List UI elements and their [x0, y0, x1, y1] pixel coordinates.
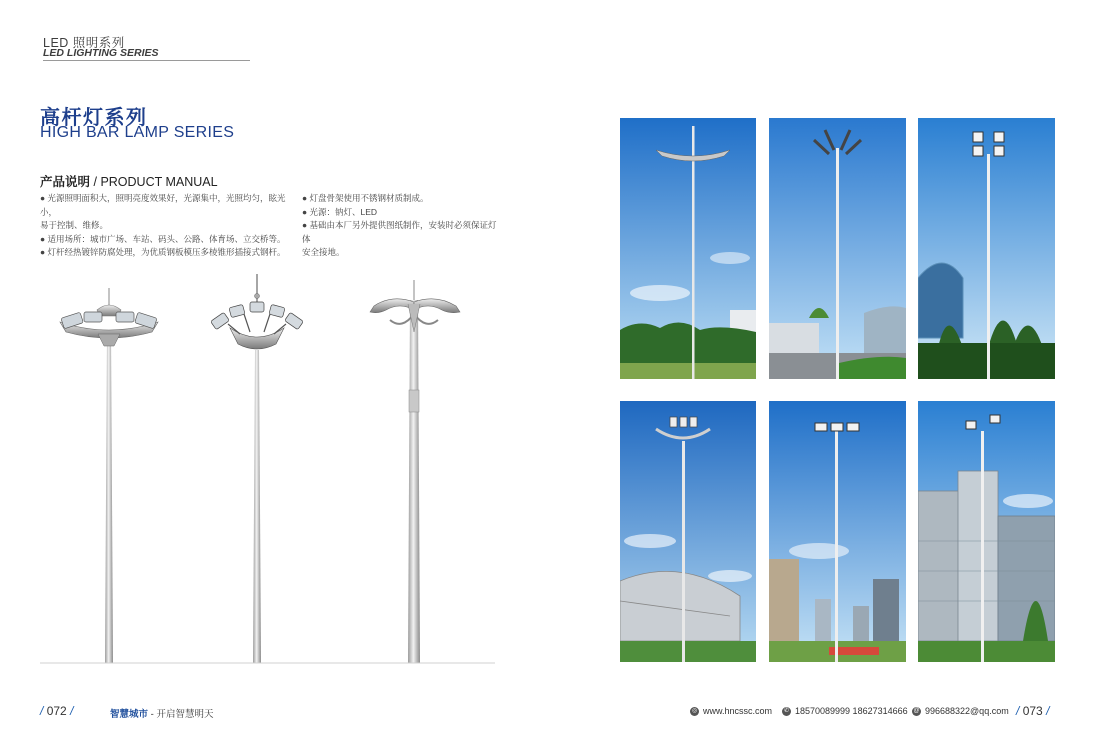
email-icon: @ — [913, 707, 920, 714]
manual-column-1 — [40, 192, 290, 260]
header-divider — [43, 60, 250, 61]
lamp-illustrations — [40, 270, 500, 670]
website-text: www.hncssc.com — [703, 706, 773, 716]
installation-photo-2 — [769, 118, 906, 379]
manual-line: 安全接地。 — [302, 247, 345, 257]
manual-line: ● 光源照明面积大，照明亮度效果好，光源集中，光照均匀，眩光小， — [40, 193, 286, 217]
phone-text: 18570089999 18627314666 — [795, 706, 908, 716]
manual-line: 易于控制、维修。 — [40, 220, 109, 230]
manual-heading — [40, 172, 218, 190]
installation-photo-3 — [918, 118, 1055, 379]
manual-line: ● 光源：钠灯、LED — [302, 206, 378, 217]
section-header-en: LED LIGHTING SERIES — [43, 47, 159, 59]
globe-icon: ◎ — [691, 707, 698, 714]
phone-icon: ✆ — [783, 707, 790, 714]
section-header-cn: LED 照明系列 — [43, 36, 125, 50]
manual-heading-cn: 产品说明 — [40, 175, 91, 189]
lamp-model-1 — [60, 288, 158, 663]
brand-name: 智慧城市 — [110, 709, 149, 720]
brand-slogan: - 开启智慧明天 — [148, 709, 214, 720]
manual-heading-en: PRODUCT MANUAL — [100, 175, 218, 189]
installation-photo-6 — [918, 401, 1055, 662]
manual-line: ● 灯杆经热镀锌防腐处理，为优质钢板模压多棱锥形插接式钢杆。 — [40, 247, 286, 257]
page-number-right-value: 073 — [1022, 704, 1043, 718]
manual-line: ● 适用场所：城市广场、车站、码头、公路、体育场、立交桥等。 — [40, 233, 286, 244]
manual-line: ● 基础由本厂另外提供图纸制作，安装时必须保证灯体 — [302, 220, 497, 244]
page-title-cn: 高杆灯系列 — [40, 107, 148, 129]
contact-website[interactable] — [690, 706, 772, 716]
page-number-left-value: 072 — [46, 704, 67, 718]
lamp-model-2 — [211, 274, 304, 663]
installation-photo-4 — [620, 401, 756, 662]
page-number-left: / 072 / — [40, 704, 74, 718]
page-title-en: HIGH BAR LAMP SERIES — [40, 124, 235, 141]
contact-email[interactable] — [912, 706, 1009, 716]
manual-column-2 — [302, 192, 502, 260]
manual-line: ● 灯盘骨架使用不锈钢材质制成。 — [302, 193, 429, 203]
brand-tagline — [110, 706, 213, 720]
contact-phone — [782, 706, 908, 716]
page-number-right: / 073 / — [1016, 704, 1050, 718]
installation-photo-1 — [620, 118, 756, 379]
email-text: 996688322@qq.com — [925, 706, 1009, 716]
manual-heading-sep: / — [90, 175, 101, 189]
installation-photo-5 — [769, 401, 906, 662]
lamp-model-3 — [370, 280, 460, 663]
